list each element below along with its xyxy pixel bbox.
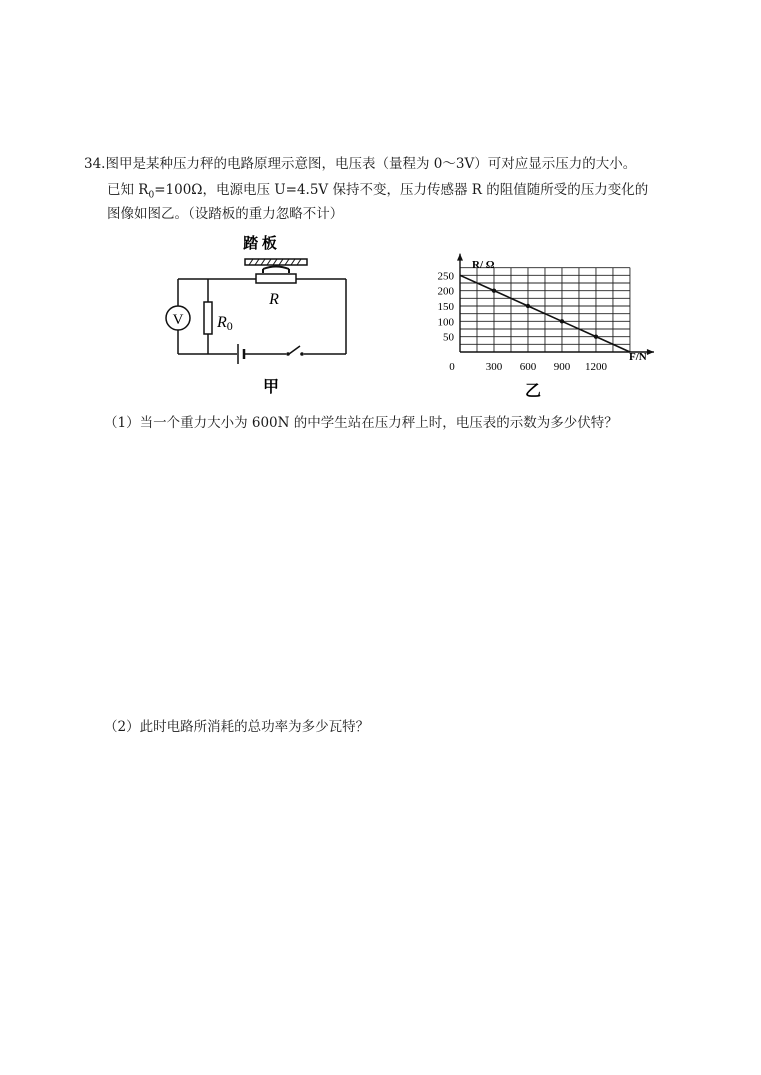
sub-question-1: （1）当一个重力大小为 600N 的中学生站在压力秤上时，电压表的示数为多少伏特？: [104, 415, 618, 431]
x-axis-arrow: [647, 349, 654, 355]
data-point: [594, 334, 598, 338]
voltmeter-label: V: [172, 312, 184, 328]
question-line-3: 图像如图乙。（设踏板的重力忽略不计）: [107, 206, 344, 222]
pedal-label: 踏 板: [243, 236, 277, 252]
x-tick-label: 900: [553, 361, 571, 373]
y-tick-label: 150: [437, 300, 454, 313]
figure-a-caption: 甲: [262, 379, 280, 396]
question-line-2: 已知 $R_0=100\Omega$，电源电压 U=4.5V 保持不变，压力传感器 R 的阻值随所受的压力变化的: [107, 182, 649, 201]
x-tick-label: 300: [485, 361, 503, 373]
y-tick-label: 200: [437, 285, 454, 298]
x-tick-label: 600: [519, 361, 537, 373]
question-number: 34.: [84, 156, 106, 172]
x-axis-label: F/N: [629, 351, 647, 363]
pressure-element: [263, 267, 289, 270]
y-tick-label: 50: [443, 331, 454, 344]
graph-grid: [460, 268, 630, 352]
data-point: [492, 288, 496, 292]
y-tick-label: 250: [437, 270, 454, 283]
y-tick-label: 100: [437, 316, 454, 329]
sub-question-2: （2）此时电路所消耗的总功率为多少瓦特？: [104, 719, 370, 735]
circuit-diagram: [150, 228, 370, 403]
y-axis-arrow: [457, 254, 463, 261]
question-text-1: 图甲是某种压力秤的电路原理示意图，电压表（量程为 0～3V）可对应显示压力的大小。: [105, 156, 637, 172]
x-tick-label: 0: [449, 361, 455, 373]
resistance-force-graph: [422, 248, 662, 403]
sensor-resistor: [256, 274, 296, 283]
r0-label: R0: [217, 314, 233, 333]
data-point: [560, 319, 564, 323]
x-tick-label: 1200: [584, 361, 607, 373]
figure-b-caption: 乙: [524, 383, 542, 400]
question-line-1: [84, 155, 636, 173]
data-point: [526, 304, 530, 308]
y-axis-label: R/ Ω: [472, 259, 495, 271]
r0-resistor: [204, 302, 212, 334]
sensor-resistor-label: R: [269, 291, 279, 308]
switch-lever: [289, 346, 300, 354]
